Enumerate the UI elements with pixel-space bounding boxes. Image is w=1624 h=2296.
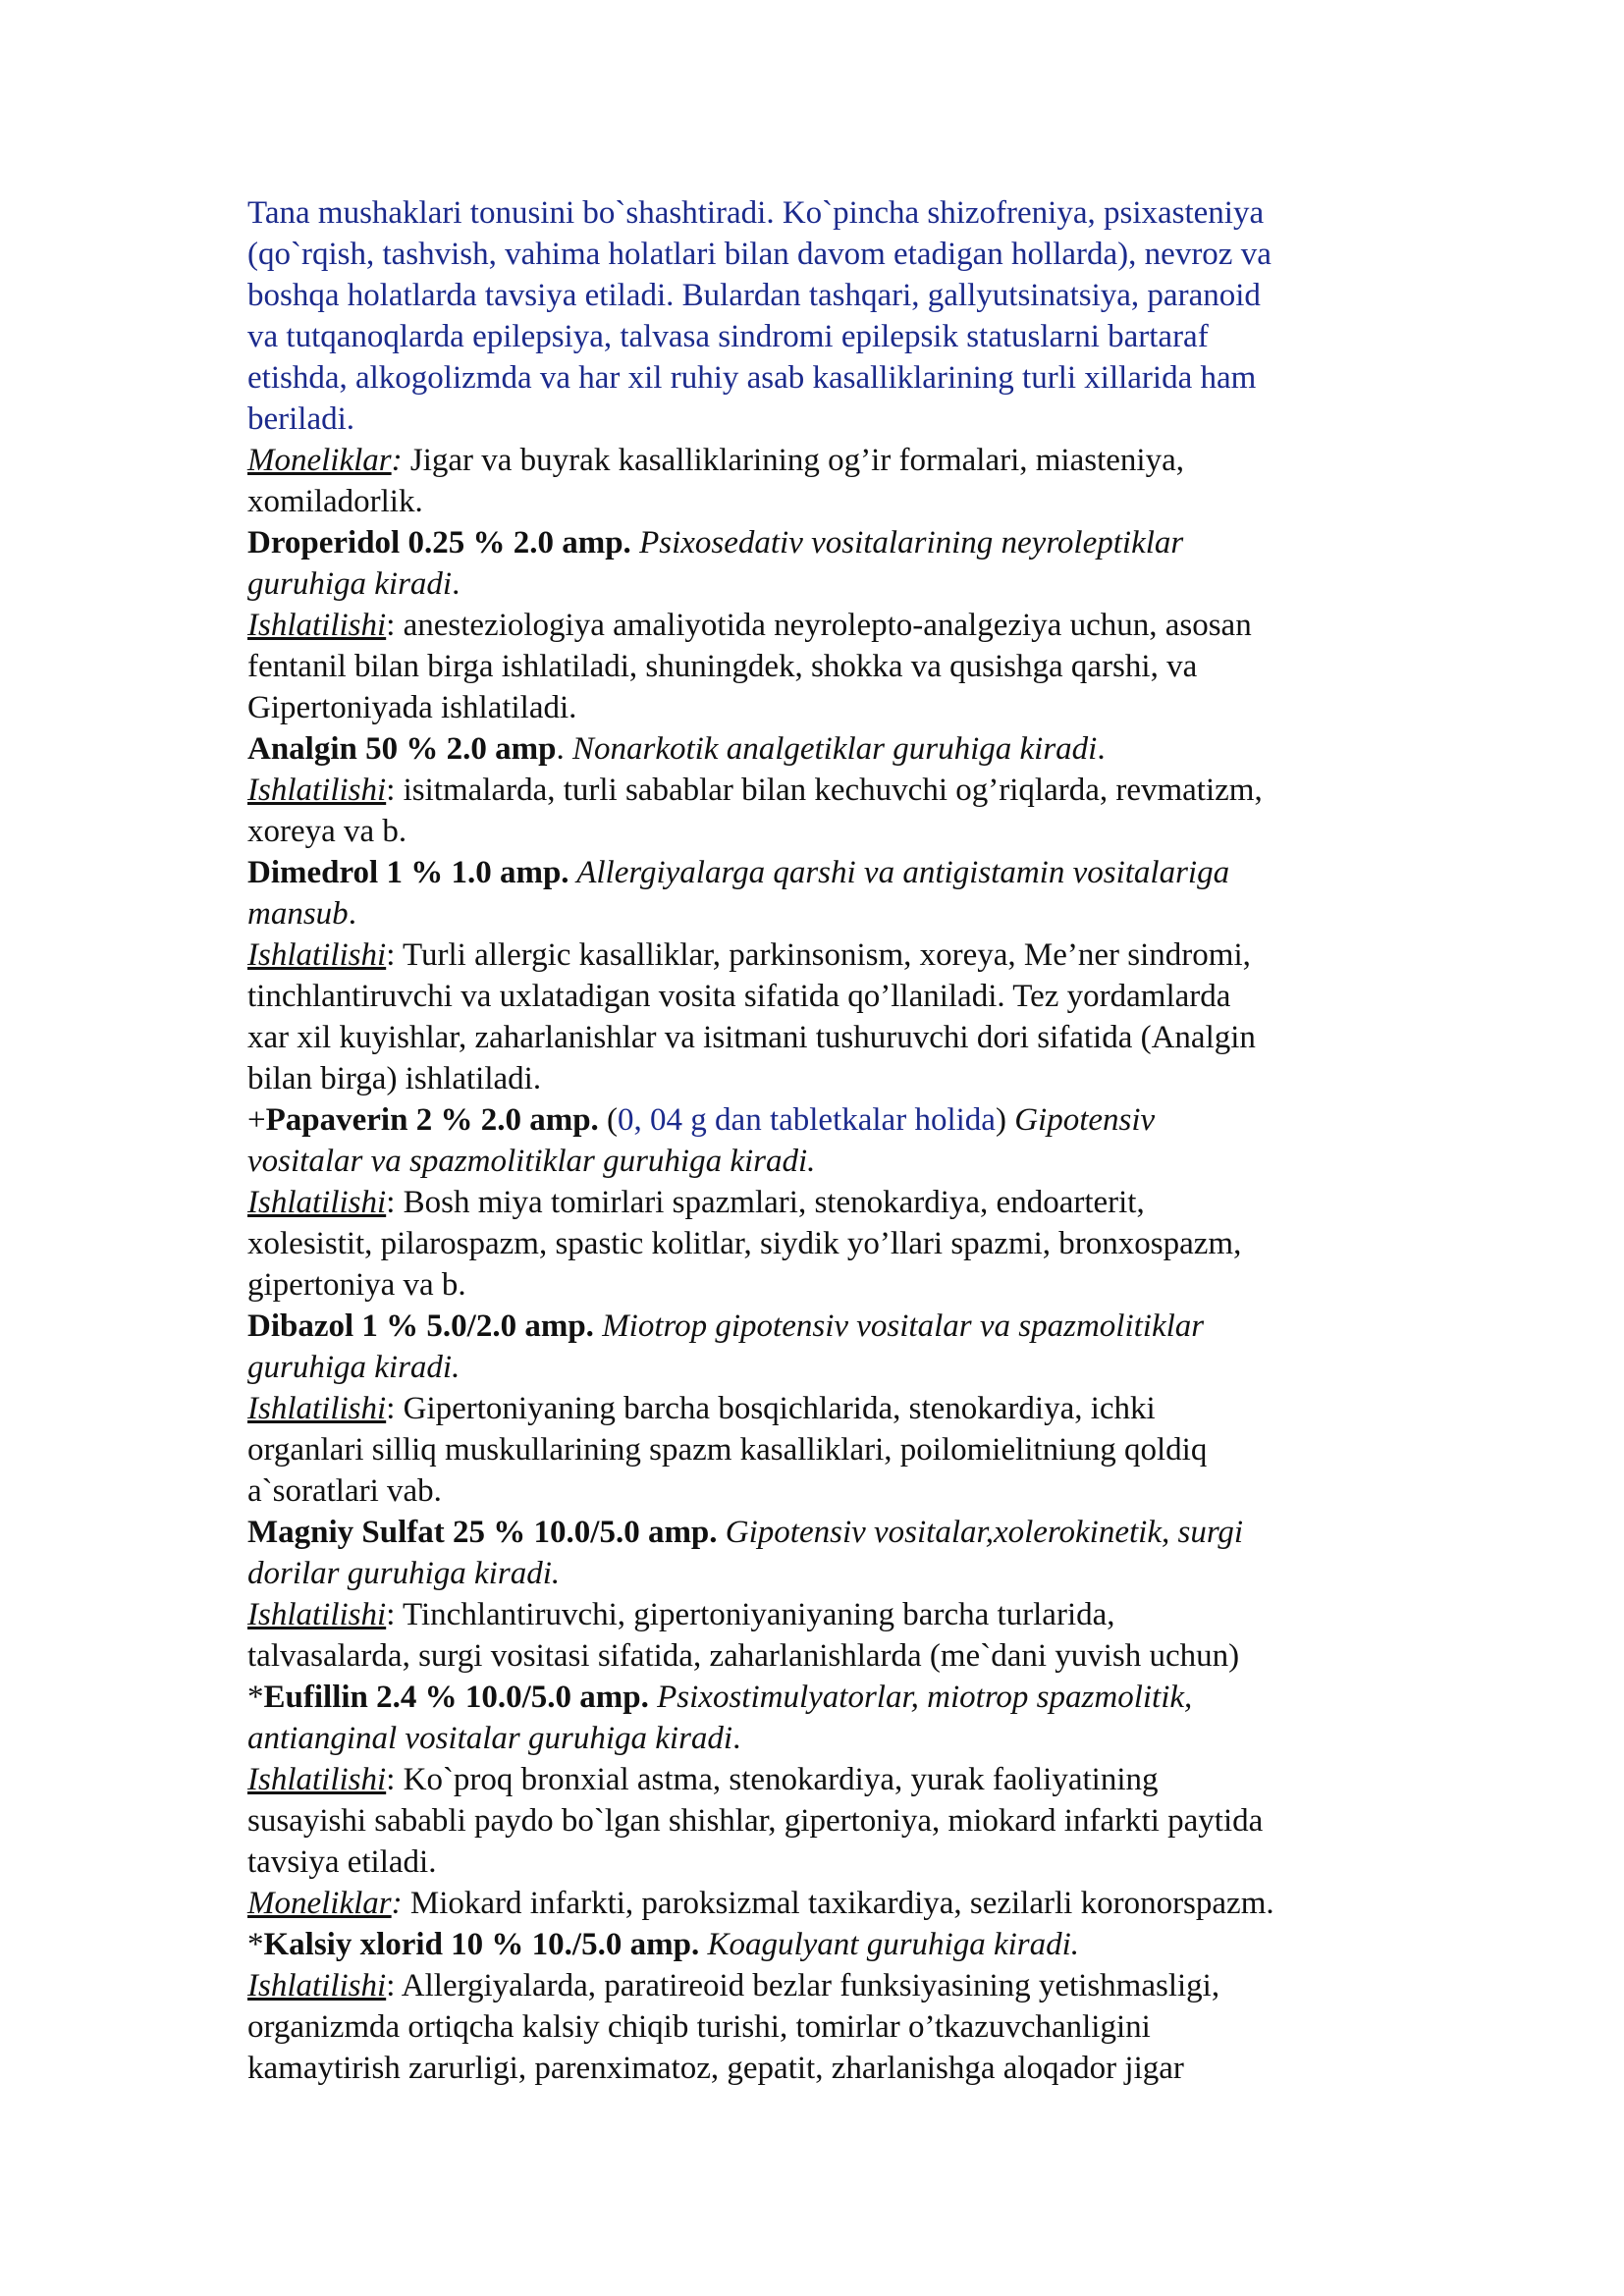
drug-name: Kalsiy xlorid 10 % 10./5.0 amp. bbox=[263, 1927, 700, 1962]
drug-name: Droperidol 0.25 % 2.0 amp. bbox=[247, 525, 631, 561]
drug-group-line bbox=[247, 563, 1406, 605]
drug-name: Magniy Sulfat 25 % 10.0/5.0 amp. bbox=[247, 1515, 718, 1550]
usage-text: : Allergiyalarda, paratireoid bezlar funksiyasining yetishmasligi, bbox=[386, 1968, 1220, 2003]
intro-line: va tutqanoqlarda epilepsiya, talvasa sindromi epilepsik statuslarni bartaraf bbox=[247, 319, 1209, 354]
drug-name: Papaverin 2 % 2.0 amp. bbox=[265, 1102, 599, 1138]
contraindications-line bbox=[247, 440, 1406, 481]
usage-label: Ishlatilishi bbox=[247, 1762, 387, 1797]
usage-line: a`soratlari vab. bbox=[247, 1473, 442, 1509]
intro-line: Tana mushaklari tonusini bo`shashtiradi. Ko`pincha shizofreniya, psixasteniya bbox=[247, 195, 1265, 231]
paren-close: ) bbox=[995, 1102, 1006, 1138]
usage-line bbox=[247, 934, 1406, 976]
intro-line: beriladi. bbox=[247, 401, 355, 437]
document-page bbox=[247, 192, 1406, 2089]
usage-label: Ishlatilishi bbox=[247, 937, 387, 973]
usage-label: Ishlatilishi bbox=[247, 1968, 387, 2003]
contraindications-line bbox=[247, 1883, 1406, 1924]
drug-name: Eufillin 2.4 % 10.0/5.0 amp. bbox=[263, 1680, 649, 1715]
drug-group: Gipotensiv vositalar,xolerokinetik, surgi bbox=[717, 1515, 1244, 1550]
usage-line bbox=[247, 1965, 1406, 2006]
usage-text: : anesteziologiya amaliyotida neyrolepto-analgeziya uchun, asosan bbox=[386, 608, 1252, 643]
drug-name: Analgin 50 % 2.0 amp bbox=[247, 731, 557, 767]
contraindications-label: Moneliklar bbox=[247, 1886, 392, 1921]
usage-line: tinchlantiruvchi va uxlatadigan vosita sifatida qo’llaniladi. Tez yordamlarda bbox=[247, 979, 1231, 1014]
paren-open: ( bbox=[598, 1102, 619, 1138]
drug-group: Gipotensiv bbox=[1005, 1102, 1156, 1138]
drug-group-line: vositalar va spazmolitiklar guruhiga kiradi. bbox=[247, 1144, 816, 1179]
usage-text: : isitmalarda, turli sabablar bilan kechuvchi og’riqlarda, revmatizm, bbox=[386, 773, 1263, 808]
usage-text: : Bosh miya tomirlari spazmlari, stenokardiya, endoarterit, bbox=[386, 1185, 1145, 1220]
drug-group: Psixostimulyatorlar, miotrop spazmolitik, bbox=[648, 1680, 1193, 1715]
usage-line bbox=[247, 770, 1406, 811]
period: . bbox=[348, 896, 356, 932]
intro-line: etishda, alkogolizmda va har xil ruhiy asab kasalliklarining turli xillarida ham bbox=[247, 360, 1257, 396]
drug-group-line: guruhiga kiradi. bbox=[247, 1350, 460, 1385]
usage-line: organlari silliq muskullarining spazm kasalliklari, poilomielitniung qoldiq bbox=[247, 1432, 1208, 1468]
usage-text: : Turli allergic kasalliklar, parkinsonism, xoreya, Me’ner sindromi, bbox=[386, 937, 1251, 973]
drug-group: Psixosedativ vositalarining neyroleptiklar bbox=[630, 525, 1184, 561]
drug-group-line bbox=[247, 893, 1406, 934]
drug-heading-papaverin bbox=[247, 1099, 1406, 1141]
drug-group: Miotrop gipotensiv vositalar va spazmolitiklar bbox=[593, 1308, 1205, 1344]
usage-line bbox=[247, 1594, 1406, 1635]
drug-group: antianginal vositalar guruhiga kiradi bbox=[247, 1721, 733, 1756]
drug-group: Allergiyalarga qarshi va antigistamin vositalariga bbox=[568, 855, 1230, 890]
usage-line bbox=[247, 605, 1406, 646]
contraindications-text: Miokard infarkti, paroksizmal taxikardiya, sezilarli koronorspazm. bbox=[402, 1886, 1274, 1921]
drug-group: mansub bbox=[247, 896, 349, 932]
period: . bbox=[1097, 731, 1106, 767]
drug-group: guruhiga kiradi bbox=[247, 566, 453, 602]
drug-heading-dimedrol bbox=[247, 852, 1406, 893]
intro-line: boshqa holatlarda tavsiya etiladi. Bulardan tashqari, gallyutsinatsiya, paranoid bbox=[247, 278, 1261, 313]
usage-label: Ishlatilishi bbox=[247, 608, 387, 643]
usage-line: organizmda ortiqcha kalsiy chiqib turishi, tomirlar o’tkazuvchanligini bbox=[247, 2009, 1151, 2045]
usage-line: talvasalarda, surgi vositasi sifatida, zaharlanishlarda (me`dani yuvish uchun) bbox=[247, 1638, 1240, 1674]
tablet-note: 0, 04 g dan tabletkalar holida bbox=[618, 1102, 996, 1138]
drug-heading-magniy bbox=[247, 1512, 1406, 1553]
contraindications-line: xomiladorlik. bbox=[247, 484, 423, 519]
usage-line bbox=[247, 1759, 1406, 1800]
drug-prefix: + bbox=[247, 1102, 266, 1138]
contraindications-label: Moneliklar bbox=[247, 443, 392, 478]
drug-heading-analgin bbox=[247, 728, 1406, 770]
usage-line: kamaytirish zarurligi, parenximatoz, gepatit, zharlanishga aloqador jigar bbox=[247, 2051, 1184, 2086]
usage-line: xolesistit, pilarospazm, spastic kolitlar, siydik yo’llari spazmi, bronxospazm, bbox=[247, 1226, 1242, 1261]
usage-line: bilan birga) ishlatiladi. bbox=[247, 1061, 542, 1096]
usage-line: gipertoniya va b. bbox=[247, 1267, 466, 1303]
usage-text: : Gipertoniyaning barcha bosqichlarida, stenokardiya, ichki bbox=[386, 1391, 1156, 1426]
label-colon: : bbox=[391, 443, 403, 478]
intro-line: (qo`rqish, tashvish, vahima holatlari bilan davom etadigan hollarda), nevroz va bbox=[247, 237, 1272, 272]
drug-name: Dibazol 1 % 5.0/2.0 amp. bbox=[247, 1308, 594, 1344]
usage-line bbox=[247, 1182, 1406, 1223]
drug-prefix: * bbox=[247, 1680, 264, 1715]
usage-line: tavsiya etiladi. bbox=[247, 1844, 437, 1880]
period: . bbox=[452, 566, 460, 602]
drug-heading-droperidol bbox=[247, 522, 1406, 563]
drug-name: Dimedrol 1 % 1.0 amp. bbox=[247, 855, 569, 890]
drug-heading-dibazol bbox=[247, 1306, 1406, 1347]
drug-group: Nonarkotik analgetiklar guruhiga kiradi bbox=[564, 731, 1098, 767]
usage-line: fentanil bilan birga ishlatiladi, shuningdek, shokka va qusishga qarshi, va bbox=[247, 649, 1198, 684]
drug-group: Koagulyant guruhiga kiradi. bbox=[699, 1927, 1080, 1962]
usage-text: : Ko`proq bronxial astma, stenokardiya, yurak faoliyatining bbox=[386, 1762, 1159, 1797]
drug-group-line bbox=[247, 1718, 1406, 1759]
usage-line: xar xil kuyishlar, zaharlanishlar va isitmani tushuruvchi dori sifatida (Analgin bbox=[247, 1020, 1256, 1055]
usage-line: Gipertoniyada ishlatiladi. bbox=[247, 690, 577, 725]
usage-text: : Tinchlantiruvchi, gipertoniyaniyaning barcha turlarida, bbox=[386, 1597, 1115, 1632]
usage-label: Ishlatilishi bbox=[247, 773, 387, 808]
period: . bbox=[556, 731, 565, 767]
label-colon: : bbox=[391, 1886, 403, 1921]
drug-heading-kalsiy bbox=[247, 1924, 1406, 1965]
usage-label: Ishlatilishi bbox=[247, 1597, 387, 1632]
period: . bbox=[732, 1721, 741, 1756]
drug-group-line: dorilar guruhiga kiradi. bbox=[247, 1556, 561, 1591]
drug-prefix: * bbox=[247, 1927, 264, 1962]
contraindications-text: Jigar va buyrak kasalliklarining og’ir formalari, miasteniya, bbox=[402, 443, 1184, 478]
usage-label: Ishlatilishi bbox=[247, 1185, 387, 1220]
usage-line bbox=[247, 1388, 1406, 1429]
drug-heading-eufillin bbox=[247, 1677, 1406, 1718]
usage-line: xoreya va b. bbox=[247, 814, 407, 849]
usage-line: susayishi sababli paydo bo`lgan shishlar, gipertoniya, miokard infarkti paytida bbox=[247, 1803, 1264, 1839]
usage-label: Ishlatilishi bbox=[247, 1391, 387, 1426]
